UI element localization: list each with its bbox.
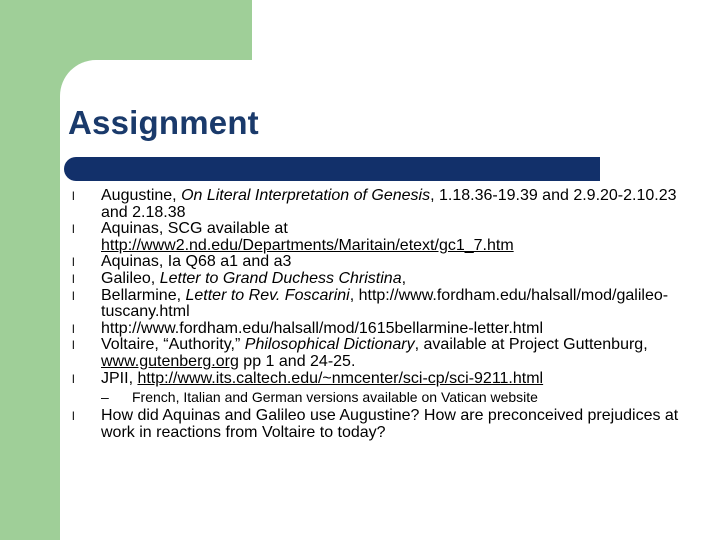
- bullet-icon: l: [72, 409, 75, 424]
- sub-list: [101, 389, 692, 405]
- item-text: Augustine,: [101, 187, 182, 204]
- bullet-icon: l: [72, 271, 75, 286]
- link-caltech[interactable]: http://www.its.caltech.edu/~nmcenter/sci-cp/sci-9211.html: [137, 369, 544, 387]
- sub-item-text: French, Italian and German versions available on Vatican website: [132, 389, 538, 406]
- list-item: [72, 321, 692, 338]
- item-italic: Letter to Grand Duchess Christina: [159, 269, 402, 287]
- item-text: , http://www.fordham.edu/halsall/mod/galileo-tuscany.html: [101, 286, 669, 321]
- bullet-icon: l: [72, 288, 75, 303]
- item-italic: On Literal Interpretation of Genesis: [181, 187, 431, 204]
- slide-title: Assignment: [68, 104, 259, 141]
- item-text: Galileo,: [101, 269, 160, 287]
- bullet-icon: l: [72, 371, 75, 386]
- list-item: [72, 221, 692, 254]
- item-text: How did Aquinas and Galileo use Augustine? How are preconceived prejudices at work in reactions from Voltaire to today?: [101, 407, 679, 441]
- list-item: [72, 271, 692, 288]
- item-text: JPII,: [101, 369, 138, 387]
- item-italic: Philosophical Dictionary: [244, 336, 415, 354]
- list-item: [72, 188, 692, 221]
- item-text: Bellarmine,: [101, 286, 186, 304]
- link-maritain[interactable]: http://www2.nd.edu/Departments/Maritain/etext/gc1_7.htm: [101, 236, 514, 254]
- item-text: pp 1 and 24-25.: [238, 352, 356, 370]
- bullet-icon: l: [72, 255, 75, 270]
- title-underline-bar: [64, 157, 600, 181]
- item-text: Aquinas, Ia Q68 a1 and a3: [101, 253, 292, 271]
- item-text: , 1.18.36-19.39 and 2.9.20-2.10.23 and 2.18.38: [101, 187, 677, 221]
- list-item: [72, 337, 692, 370]
- bullet-icon: l: [72, 189, 75, 203]
- item-text: http://www.fordham.edu/halsall/mod/1615bellarmine-letter.html: [101, 319, 543, 337]
- item-text: Voltaire, “Authority,”: [101, 336, 245, 354]
- bullet-icon: l: [72, 321, 75, 336]
- dash-icon: –: [101, 389, 109, 406]
- sub-list-item: [101, 389, 692, 405]
- list-item: [72, 371, 692, 406]
- item-text: Aquinas, SCG available at: [101, 220, 288, 238]
- list-item: [72, 288, 692, 321]
- decorative-green-strip-left: [0, 0, 60, 540]
- link-gutenberg[interactable]: www.gutenberg.org: [101, 352, 239, 370]
- item-text: , available at Project Guttenburg,: [414, 336, 648, 354]
- item-italic: Letter to Rev. Foscarini: [185, 286, 350, 304]
- item-text: ,: [401, 269, 407, 287]
- bullet-icon: l: [72, 338, 75, 353]
- bullet-icon: l: [72, 222, 75, 237]
- list-item: [72, 254, 692, 271]
- list-item: [72, 408, 692, 441]
- bullet-list: [72, 188, 692, 441]
